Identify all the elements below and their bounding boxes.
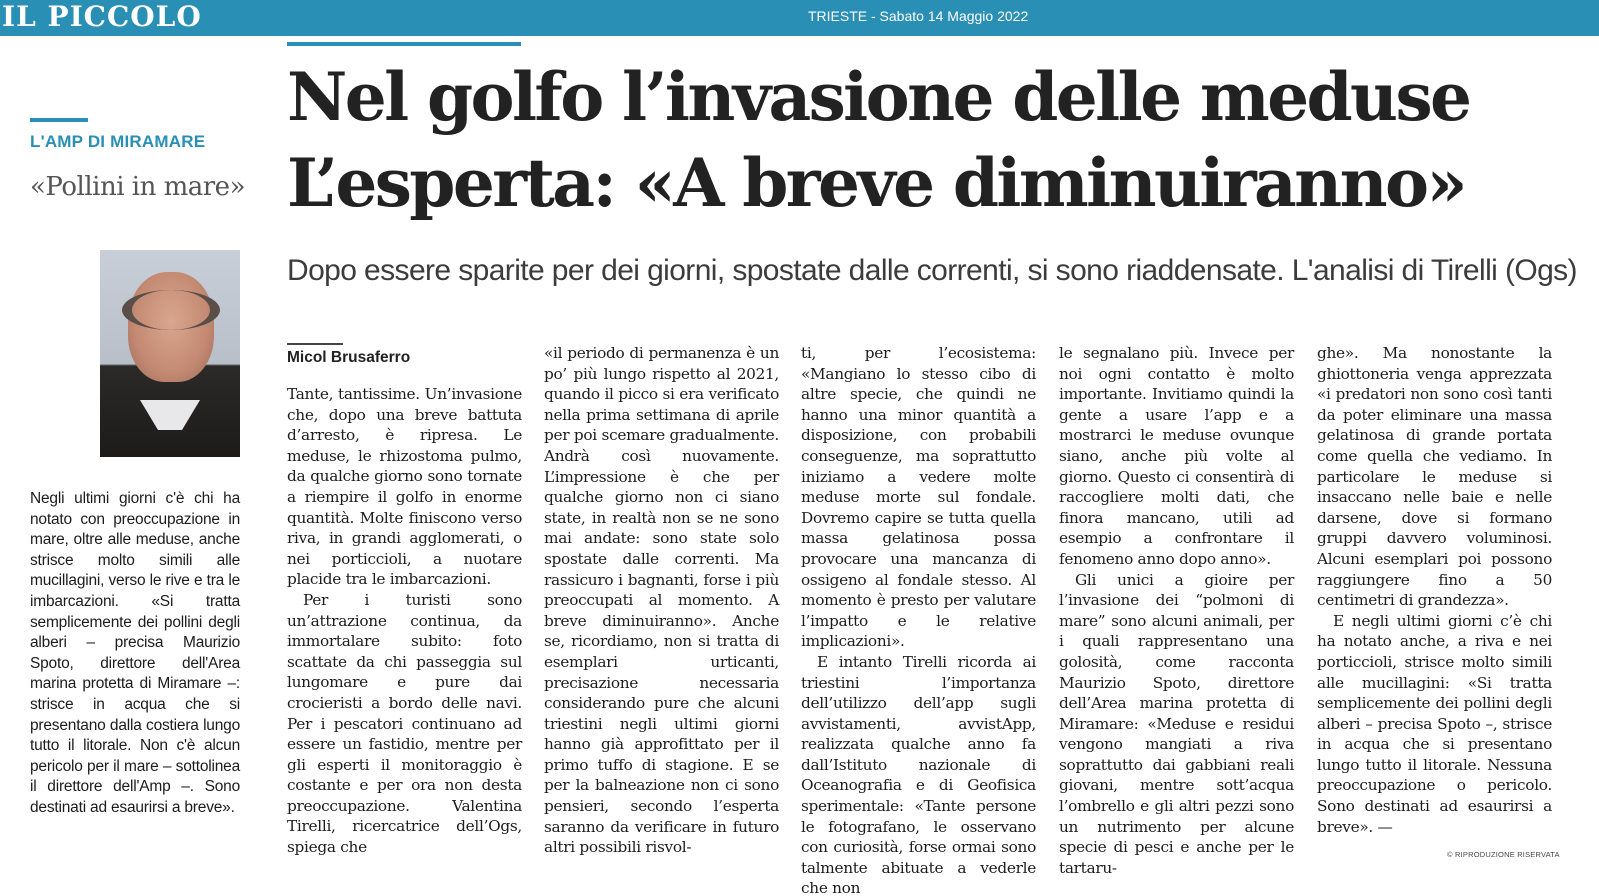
- portrait-photo: [100, 250, 240, 457]
- portrait-hair: [122, 290, 220, 330]
- headline: [287, 54, 1577, 226]
- article-column-5: [1317, 343, 1552, 837]
- headline-line-2: L’esperta: «A breve diminuiranno»: [287, 144, 1466, 222]
- paragraph: E intanto Tirelli ricorda ai triestini l’importanza dell’utilizzo dell’app sugli avvistamenti, avvistApp, realizzata qualche anno fa dall’Istituto nazionale di Oceanografia e di Geofisica sperimentale: «Tante persone le fotografano, le osservano con curiosità, forse ormai sono talmente abituate a vederle che non: [801, 652, 1036, 896]
- portrait-collar: [140, 400, 200, 430]
- sidebar-body: [30, 489, 240, 819]
- newspaper-logo: IL PICCOLO: [2, 0, 202, 33]
- article-column-1: [287, 384, 522, 858]
- byline-rule: [287, 343, 343, 345]
- paragraph: Per i turisti sono un’attrazione continua, da immortalare subito: foto scattate da chi passeggia sul lungomare e pure dai crocieristi a bordo delle navi. Per i pescatori continuano ad essere un fastidio, mentre per gli esperti il monitoraggio è costante e per ora non desta preoccupazione. Valentina Tirelli, ricercatrice dell’Ogs, spiega che: [287, 590, 522, 857]
- article-column-4: [1059, 343, 1294, 878]
- paragraph: ti, per l’ecosistema: «Mangiano lo stesso cibo di altre specie, che quindi ne hanno una minor quantità a disposizione, con probabili conseguenze, ma soprattutto iniziamo a vedere molte meduse morte sul fondale. Dovremo capire se tutta quella massa gelatinosa possa provocare una mancanza di ossigeno al fondale stesso. Al momento è presto per valutare l’impatto e le relative implicazioni».: [801, 344, 1036, 651]
- byline: Micol Brusaferro: [287, 349, 411, 366]
- article-column-2: [544, 343, 779, 858]
- sidebar-body-text: Negli ultimi giorni c'è chi ha notato con preoccupazione in mare, oltre alle meduse, anche strisce molto simili alle mucillagini, verso le rive e tra le imbarcazioni. «Si tratta semplicemente dei pollini degli alberi – precisa Maurizio Spoto, direttore dell'Area marina protetta di Miramare –: strisce in acqua che si presentano dalla costiera lungo tutto il litorale. Non c'è alcun pericolo per il mare – sottolinea il direttore dell'Amp –. Sono destinati ad esaurirsi a breve».: [30, 490, 240, 816]
- paragraph: Gli unici a gioire per l’invasione dei “polmoni di mare” sono alcuni animali, per i quali rappresentano una golosità, come racconta Maurizio Spoto, direttore dell’Area marina protetta di Miramare: «Meduse e residui vengono mangiati a riva soprattutto dai gabbiani reali giovani, mentre sott’acqua l’ombrello e gli altri pezzi sono un nutrimento per alcune specie di pesci e anche per le tartaru-: [1059, 570, 1294, 877]
- paragraph: Tante, tantissime. Un’invasione che, dopo una breve battuta d’arresto, è ripresa. Le meduse, le rhizostoma pulmo, da qualche giorno sono tornate a riempire il golfo in enorme quantità. Molte finiscono verso riva, in grandi agglomerati, o nei porticcioli, a nuotare placide tra le imbarcazioni.: [287, 385, 522, 589]
- sidebar-accent-rule: [30, 118, 88, 122]
- sidebar-box: [0, 36, 270, 896]
- paragraph: E negli ultimi giorni c’è chi ha notato anche, a riva e nei porticcioli, strisce molto simili alle mucillagini: «Si tratta semplicemente dei pollini degli alberi – precisa Spoto –, strisce in acqua che si presentano lungo tutto il litorale. Nessuna preoccupazione o pericolo. Sono destinati ad esaurirsi a breve». —: [1317, 611, 1552, 836]
- paragraph: «il periodo di permanenza è un po’ più lungo rispetto al 2021, quando il picco si era verificato nella prima settimana di aprile per poi scemare gradualmente. Andrà così nuovamente. L’impressione è che per qualche giorno non ci siano state, in realtà non se ne sono mai andate: sono state solo spostate dalle correnti. Ma rassicuro i bagnanti, forse i più preoccupati al momento. A breve diminuiranno». Anche se, ricordiamo, non si tratta di esemplari urticanti, precisazione necessaria considerando pure che alcuni triestini negli ultimi giorni hanno già approfittato per il primo tuffo di stagione. E se per la balneazione non ci sono pensieri, secondo l’esperta saranno da verificare in futuro altri possibili risvol-: [544, 344, 779, 857]
- headline-line-1: Nel golfo l’invasione delle meduse: [287, 58, 1470, 136]
- masthead: [0, 0, 1599, 36]
- article-column-3: [801, 343, 1036, 896]
- sidebar-title: «Pollini in mare»: [30, 172, 245, 202]
- paragraph: le segnalano più. Invece per noi ogni contatto è molto importante. Invitiamo quindi la gente a usare l’app e a mostrarci le meduse ovunque siano, anche più volte al giorno. Questo ci consentirà di raccogliere molti dati, che finora mancano, utili ad esempio a confrontare il fenomeno anno dopo anno».: [1059, 344, 1294, 568]
- copyright-notice: © RIPRODUZIONE RISERVATA: [1447, 850, 1560, 859]
- subheadline: Dopo essere sparite per dei giorni, spostate dalle correnti, si sono riaddensate. L'analisi di Tirelli (Ogs): [287, 254, 1577, 287]
- sidebar-kicker: L'AMP DI MIRAMARE: [30, 132, 206, 151]
- article-accent-rule: [287, 42, 521, 46]
- dateline: TRIESTE - Sabato 14 Maggio 2022: [808, 8, 1029, 24]
- paragraph: ghe». Ma nonostante la ghiottoneria venga apprezzata «i predatori non sono così tanti da poter eliminare una massa gelatinosa di grande portata come quella che vediamo. In particolare le meduse si insaccano nelle baie e nelle darsene, dove si formano gruppi davvero voluminosi. Alcuni esemplari poi possono raggiungere fino a 50 centimetri di grandezza».: [1317, 344, 1552, 610]
